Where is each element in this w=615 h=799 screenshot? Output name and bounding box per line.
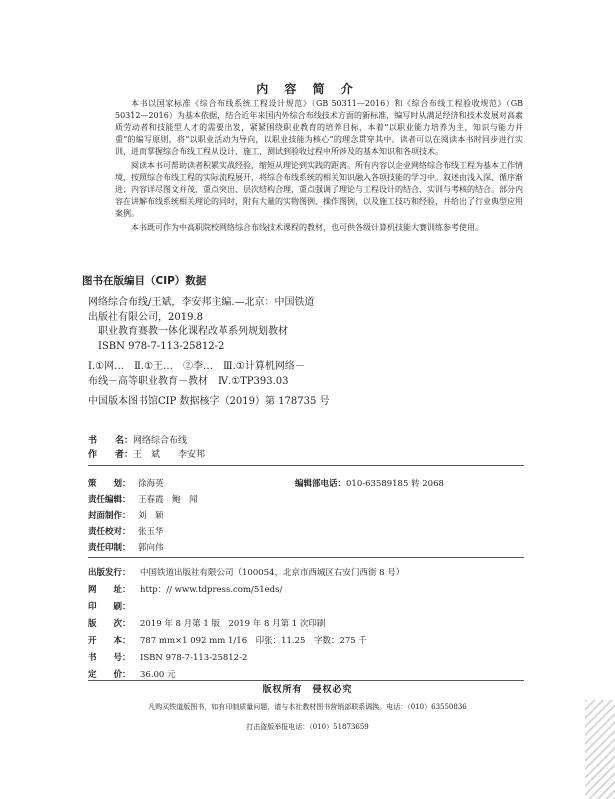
cover-row — [88, 509, 164, 521]
web-label: 网 址： — [88, 585, 131, 595]
format-row — [88, 634, 367, 646]
cip-line: 职业教育赛教一体化课程改革系列规划教材 — [88, 326, 288, 337]
edition-row — [88, 617, 325, 629]
print-manager-row — [88, 541, 164, 553]
piracy-report-phone: 打击盗版举报电话：（010）51873659 — [246, 723, 369, 731]
quality-notice: 凡购买铁道版图书，如有印制质量问题，请与本社教材图书营销部联系调换。电话：（010）63550836 — [148, 703, 467, 711]
publisher-value: 中国铁道出版社有限公司（100054，北京市西城区右安门西街 8 号） — [140, 568, 405, 578]
intro-paragraph: 本书既可作为中高职院校网络综合布线技术课程的教材，也可供各级计算机技能大赛训练参考使用。 — [131, 223, 483, 232]
printer-label: 印 刷： — [88, 602, 131, 612]
cip-record-number: 中国版本图书馆CIP 数据核字（2019）第 178735 号 — [88, 396, 330, 407]
editorial-phone-value: 010-63589185 转 2068 — [346, 479, 444, 489]
book-author: 王 斌 李安邦 — [133, 450, 206, 460]
cip-line: 布线－高等职业教育－教材 Ⅳ.①TP393.03 — [88, 375, 289, 387]
cip-line: 出版社有限公司，2019.8 — [88, 311, 203, 323]
price-row — [88, 668, 176, 680]
divider — [88, 465, 524, 466]
editor-row — [88, 493, 198, 505]
print-manager-value: 郭向伟 — [138, 543, 164, 553]
edition-value: 2019 年 8 月第 1 版 2019 年 8 月第 1 次印刷 — [140, 619, 326, 629]
web-row — [88, 583, 282, 595]
editorial-phone-label: 编辑部电话： — [295, 479, 347, 489]
editor-value: 王春霞 鲍 闻 — [138, 495, 198, 505]
decorative-stripes — [585, 700, 615, 799]
cover-label: 封面制作： — [88, 511, 131, 521]
format-value: 787 mm×1 092 mm 1/16 印张：11.25 字数：275 千 — [140, 636, 367, 646]
intro-paragraph: 阅读本书可帮助读者积累实战经验，缩短从理论到实践的距离。所有内容以企业网络综合布线工程为基本工作情境，按照综合布线工程的实际流程展开，将综合布线系统的相关知识融入各项技能的学习中。叙述由浅入深、循序渐进；内容详尽图文并茂，重点突出、层次结构合理，重点强调了理论与工程设计的结合、实训与考核的结合。部分内容在讲解布线系统相关理论的同时，附有大量的实物图例、操作图例，以及施工技巧和经验，并给出了行业典型应用案例。 — [115, 161, 523, 218]
cip-heading: 图书在版编目（CIP）数据 — [82, 275, 207, 287]
book-title-label: 书 名： — [88, 436, 134, 446]
book-info — [88, 434, 205, 462]
proof-label: 责任校对： — [88, 527, 131, 537]
price-label: 定 价： — [88, 670, 131, 680]
planner-value: 徐海英 — [138, 479, 164, 489]
price-value: 36.00 元 — [140, 670, 176, 680]
intro-paragraph: 本书以国家标准《综合布线系统工程设计规范》（GB 50311—2016）和《综合布线工程验收规范》（GB 50312—2016）为基本依据，结合近年来国内外综合布线技术方面的新标准，编写时从满足经济和技术发展对高素质劳动者和技能型人才的需要出发，紧紧围绕职业教育的培养目标，本着“以职业能力培养为主，知识与能力并重”的编写原则，将“以职业活动为导向，以职业技能为核心”的理念贯穿其中。读者可以在阅读本书时同步进行实训，进而掌握综合布线工程从设计、施工、测试到验收过程中所涉及的基本知识和各项技术。 — [115, 99, 523, 156]
isbn-value: ISBN 978-7-113-25812-2 — [140, 653, 248, 663]
edition-label: 版 次： — [88, 619, 131, 629]
rights-statement: 版权所有 侵权必究 — [262, 685, 353, 695]
publisher-label: 出版发行： — [88, 568, 131, 578]
planner-row — [88, 477, 164, 489]
web-value: http：// www.tdpress.com/51eds/ — [140, 585, 283, 595]
cip-line: Ⅰ.①网… Ⅱ.①王… ②李… Ⅲ.①计算机网络－ — [88, 361, 305, 372]
isbn-label: 书 号： — [88, 653, 131, 663]
isbn-row — [88, 651, 247, 663]
proof-row — [88, 525, 164, 537]
book-title: 网络综合布线 — [133, 436, 188, 446]
editorial-phone-row — [295, 477, 444, 489]
cip-line: ISBN 978-7-113-25812-2 — [88, 340, 225, 352]
divider — [88, 680, 524, 681]
intro-text — [115, 98, 523, 236]
intro-title: 内 容 简 介 — [256, 82, 359, 96]
printer-row — [88, 600, 140, 612]
cip-line: 网络综合布线/王斌，李安邦主编.—北京：中国铁道 — [88, 297, 315, 308]
book-author-label: 作 者： — [88, 450, 134, 460]
publisher-row — [88, 566, 404, 578]
planner-label: 策 划： — [88, 479, 131, 489]
proof-value: 张玉华 — [138, 527, 164, 537]
cip-block — [88, 296, 518, 410]
cover-value: 刘 颖 — [138, 511, 164, 521]
editor-label: 责任编辑： — [88, 495, 131, 505]
divider — [88, 557, 524, 558]
format-label: 开 本： — [88, 636, 131, 646]
print-manager-label: 责任印制： — [88, 543, 131, 553]
